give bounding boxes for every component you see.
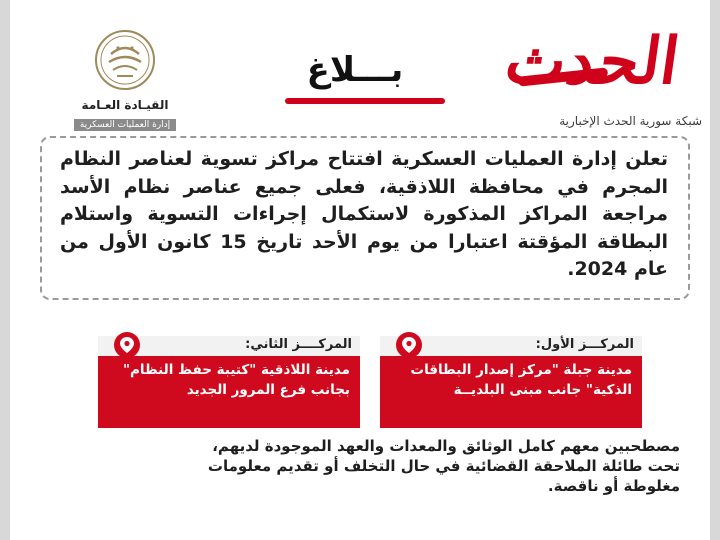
authority-name: القيـادة العـامة <box>81 98 169 112</box>
network-tagline: شبكة سورية الحدث الإخبارية <box>559 114 702 128</box>
center-card-title: المركــــز الثاني: <box>245 337 352 352</box>
emblem-icon <box>93 28 157 92</box>
right-border <box>710 0 720 540</box>
left-border <box>0 0 10 540</box>
center-card-first <box>380 336 642 428</box>
headline <box>265 48 445 108</box>
authority-department: إدارة العمليات العسكرية <box>74 119 176 131</box>
announcement-box <box>40 136 690 300</box>
announcement-text: تعلن إدارة العمليات العسكرية افتتاح مراكز تسوية لعناصر النظام المجرم في محافظة اللاذقية، فعلى جميع عناصر نظام الأسد مراجعة المراكز المذكورة لاستكمال إجراءات التسوية واستلام البطاقة المؤقتة اعتبارا من يوم الأحد تاريخ 15 كانون الأول من عام 2024. <box>60 148 668 280</box>
center-card-title: المركـــز الأول: <box>535 337 634 352</box>
location-pin-icon <box>114 332 140 358</box>
location-pin-icon <box>396 332 422 358</box>
center-card-text: مدينة اللاذقية "كتيبة حفظ النظام" بجانب فرع المرور الجديد <box>123 362 350 398</box>
headline-text: بـــلاغ <box>306 50 404 90</box>
authority-block <box>60 28 190 131</box>
headline-underline <box>285 98 445 104</box>
footer-note: مصطحبين معهم كامل الوثائق والمعدات والعهد الموجودة لديهم، تحت طائلة الملاحقة القضائية في حال التخلف أو تقديم معلومات مغلوطة أو ناقصة. <box>207 437 680 495</box>
center-card-body <box>380 356 642 428</box>
center-card-second <box>98 336 360 428</box>
center-card-text: مدينة جبلة "مركز إصدار البطاقات الذكية" جانب مبنى البلديــة <box>410 362 632 398</box>
logo-word: الحدث <box>500 24 684 99</box>
center-card-body <box>98 356 360 428</box>
network-logo <box>500 24 706 130</box>
